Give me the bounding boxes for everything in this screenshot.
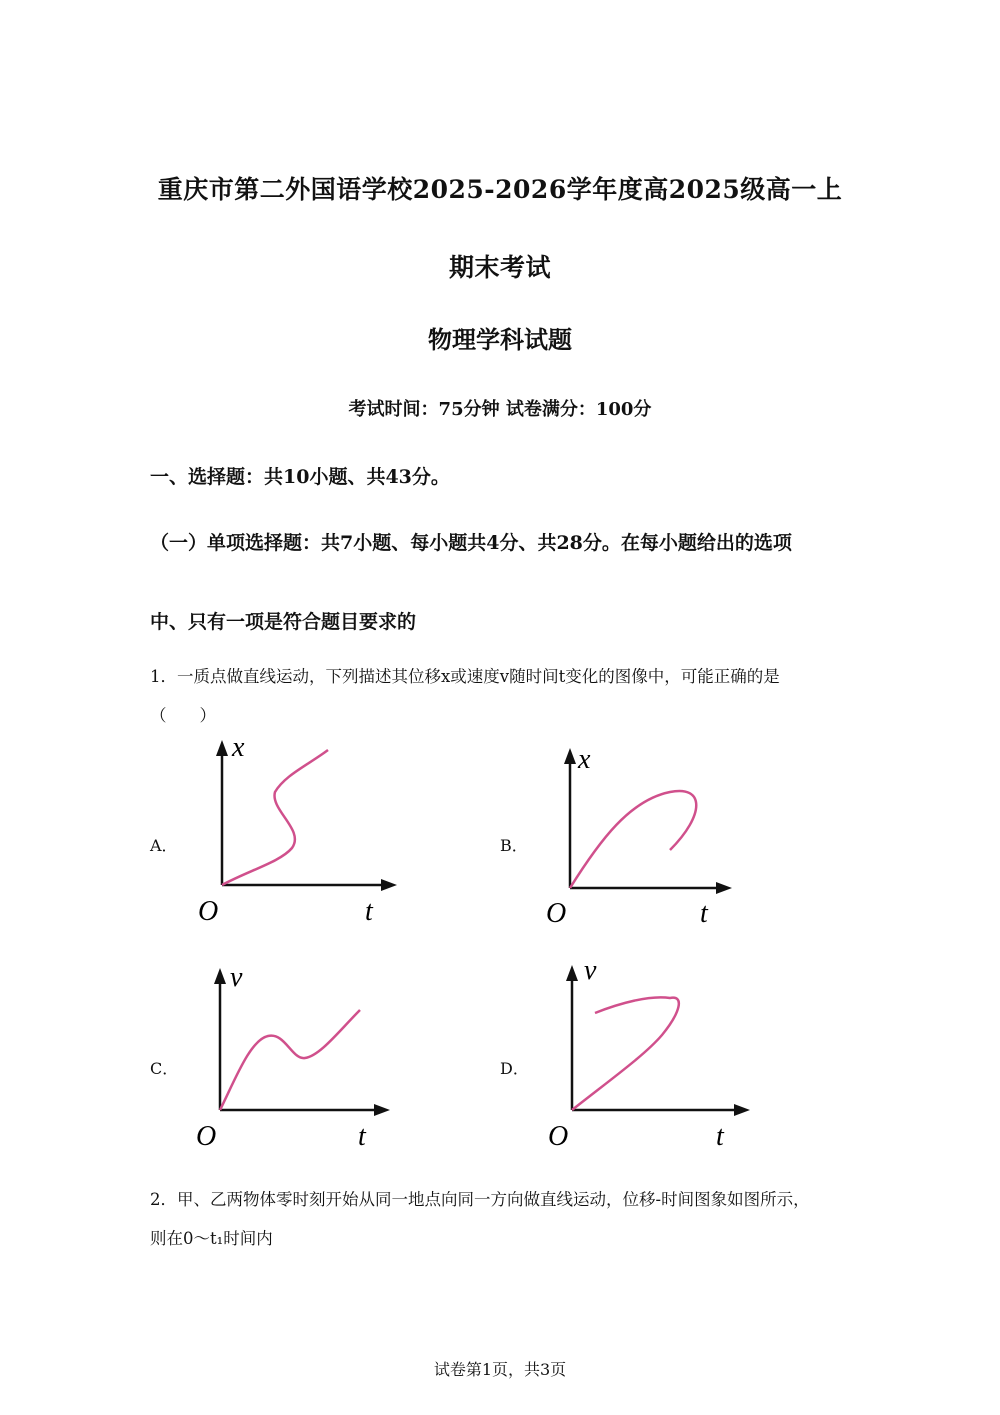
y-axis-arrow	[216, 740, 228, 756]
option-c-graph	[190, 960, 410, 1160]
option-d-label: D．	[500, 1059, 529, 1078]
x-axis-arrow	[734, 1104, 750, 1116]
curve	[570, 791, 696, 888]
option-a-graph	[190, 730, 410, 930]
option-d-graph	[540, 955, 770, 1160]
subsection-heading-line-2: 中、只有一项是符合题目要求的	[150, 611, 417, 633]
y-axis-arrow	[564, 748, 576, 764]
curve	[220, 1010, 360, 1110]
option-c-label: C．	[150, 1059, 179, 1078]
origin-label: O	[198, 896, 219, 927]
title-line-2: 期末考试	[448, 253, 551, 282]
y-axis-label: v	[584, 955, 597, 986]
x-axis-arrow	[374, 1104, 390, 1116]
y-axis-label: x	[578, 744, 591, 775]
question-1-blank: （ ）	[150, 706, 216, 725]
origin-label: O	[196, 1121, 217, 1152]
x-axis-arrow	[716, 882, 732, 894]
title-line-1: 重庆市第二外国语学校2025-2026学年度高2025级高一上	[157, 175, 843, 204]
curve	[572, 997, 679, 1110]
question-2-line-2: 则在0～t₁时间内	[150, 1229, 273, 1248]
option-a-label: A．	[150, 836, 178, 855]
origin-label: O	[546, 898, 567, 929]
y-axis-arrow	[566, 965, 578, 981]
origin-label: O	[548, 1121, 569, 1152]
subject-title: 物理学科试题	[428, 325, 572, 354]
y-axis-arrow	[214, 968, 226, 984]
section-heading: 一、选择题：共10小题、共43分。	[150, 466, 450, 488]
y-axis-label: x	[232, 732, 245, 763]
question-1-text: 1．一质点做直线运动，下列描述其位移x或速度v随时间t变化的图像中，可能正确的是	[150, 667, 780, 686]
x-axis-label: t	[700, 898, 708, 929]
x-axis-label: t	[716, 1121, 724, 1152]
question-2-line-1: 2．甲、乙两物体零时刻开始从同一地点向同一方向做直线运动，位移-时间图象如图所示，	[150, 1190, 810, 1209]
x-axis-label: t	[358, 1121, 366, 1152]
x-axis-arrow	[381, 879, 397, 891]
page-footer: 试卷第1页，共3页	[433, 1360, 567, 1379]
curve	[222, 750, 328, 885]
x-axis-label: t	[365, 896, 373, 927]
option-b-graph	[540, 740, 760, 940]
subsection-heading-line-1: （一）单项选择题：共7小题、每小题共4分、共28分。在每小题给出的选项	[150, 532, 792, 554]
exam-info: 考试时间：75分钟 试卷满分：100分	[348, 399, 652, 420]
y-axis-label: v	[230, 962, 243, 993]
option-b-label: B．	[500, 836, 528, 855]
